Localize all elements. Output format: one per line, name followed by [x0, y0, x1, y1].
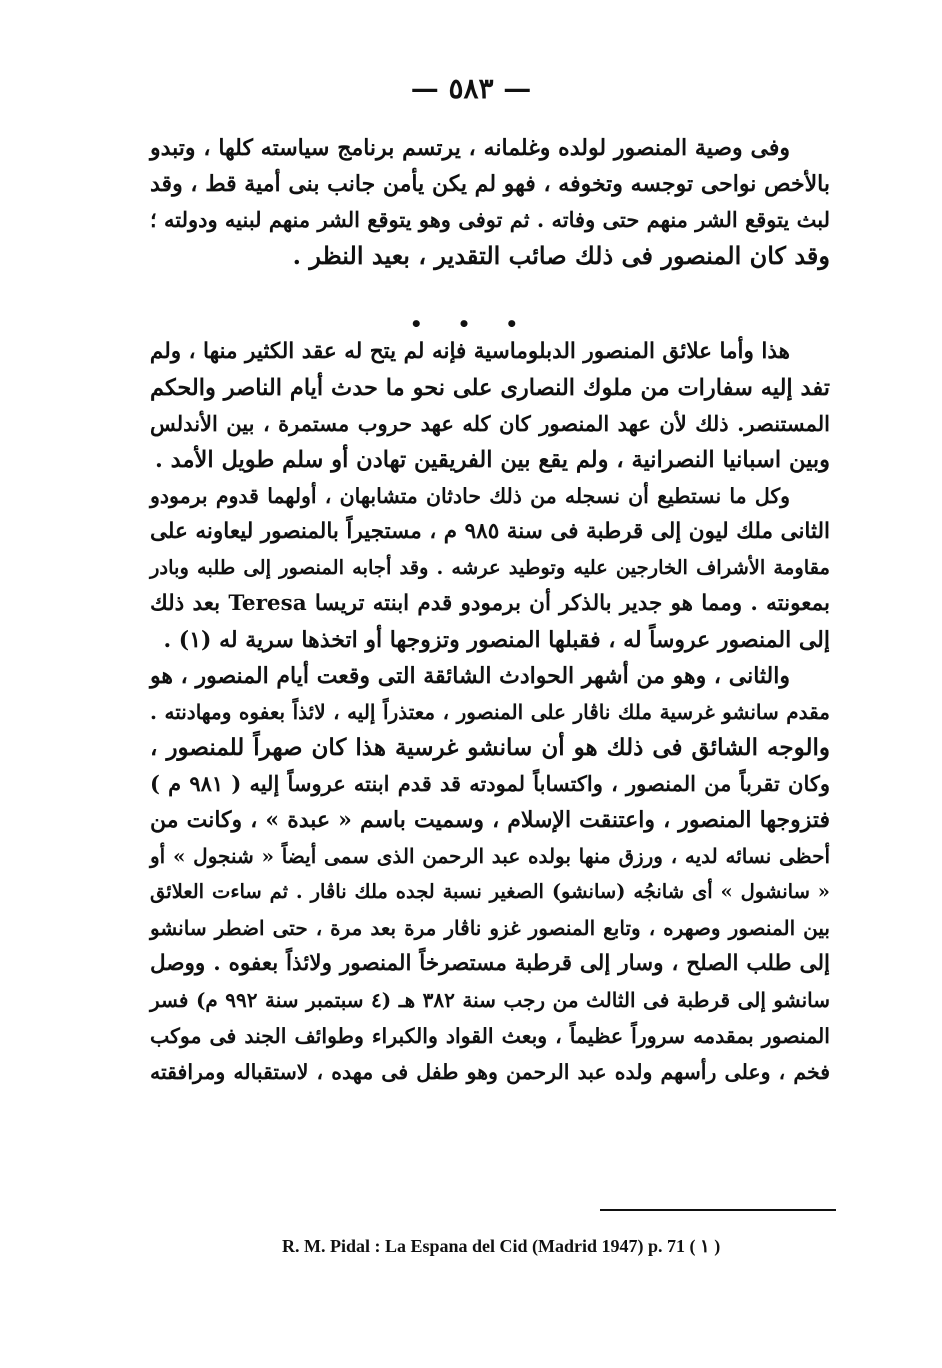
text-line: إلى المنصور عروساً له ، فقبلها المنصور وتزوجها أو اتخذها سرية له (١) . [163, 627, 830, 653]
text-line: والثانى ، وهو من أشهر الحوادث الشائقة التى وقعت أيام المنصور ، هو [150, 663, 790, 689]
text-line: والوجه الشائق فى ذلك هو أن سانشو غرسية هذا كان صهراً للمنصور ، [150, 734, 830, 761]
text-line: فتزوجها المنصور ، واعتنقت الإسلام ، وسميت باسم « عبدة » ، وكانت من [150, 807, 830, 833]
text-line: وبين اسبانيا النصرانية ، ولم يقع بين الفريقين تهادن أو سلم طويل الأمد . [155, 447, 830, 473]
text-line: لبث يتوقع الشر منهم حتى وفاته . ثم توفى وهو يتوقع الشر منهم لبنيه ودولته ؛ [149, 207, 830, 232]
footnote-divider [600, 1209, 836, 1211]
paragraph-1 [150, 130, 830, 274]
page-number: — ٥٨٣ — [410, 72, 532, 105]
text-line: بالأخص نواحى توجسه وتخوفه ، فهو لم يكن يأمن جانب بنى أمية قط ، وقد [150, 171, 830, 197]
text-line: الثانى ملك ليون إلى قرطبة فى سنة ٩٨٥ م ، مستجيراً بالمنصور ليعاونه على [150, 519, 830, 544]
text-line: وفى وصية المنصور لولده وغلمانه ، يرتسم برنامج سياسته كلها ، وتبدو [150, 135, 790, 161]
text-line: وكل ما نستطيع أن نسجله من ذلك حادثان متشابهان ، أولهما قدوم برمودو [150, 484, 790, 508]
text-line: المنصور بمقدمه سروراً عظيماً ، وبعث القواد والكبراء وطوائف الجند فى موكب [150, 1024, 830, 1048]
section-separator: • • • [409, 312, 533, 336]
paragraph-4 [150, 658, 830, 1090]
text-line: سانشو إلى قرطبة فى الثالث من رجب سنة ٣٨٢ هـ (٤ سبتمبر سنة ٩٩٢ م) فسر [150, 988, 830, 1012]
text-line: فخم ، وعلى رأسهم ولده عبد الرحمن وهو طفل فى مهده ، لاستقباله ومرافقته [150, 1060, 830, 1084]
text-line: إلى طلب الصلح ، وسار إلى قرطبة مستصرخاً المنصور ولائذاً بعفوه . ووصل [150, 951, 830, 976]
text-line: بين المنصور وصهره ، وتابع المنصور غزو ناڤار مرة بعد مرة ، حتى اضطر سانشو [150, 916, 830, 940]
text-line: وقد كان المنصور فى ذلك صائب التقدير ، بعيد النظر . [292, 241, 830, 270]
text-line: أحظى نسائه لديه ، ورزق منها بولده عبد الرحمن الذى سمى أيضاً « شنجول » أو [150, 844, 830, 868]
text-line: تفد إليه سفارات من ملوك النصارى على نحو ما حدث أيام الناصر والحكم [150, 375, 830, 401]
text-line: « سانشول » أى شانجُه (سانشو) الصغير نسبة لجده ملك ناڤار . ثم ساءت العلائق [150, 880, 830, 903]
text-line: مقاومة الأشراف الخارجين عليه وتوطيد عرشه . وقد أجابه المنصور إلى طلبه وبادر [150, 556, 830, 579]
text-line: بمعونته . ومما هو جدير بالذكر أن برمودو قدم ابنته تريسا Teresa بعد ذلك [150, 591, 830, 616]
footnote: R. M. Pidal : La Espana del Cid (Madrid 1947) p. 71 ( ١ ) [282, 1236, 721, 1256]
text-line: المستنصر. ذلك لأن عهد المنصور كان كله عهد حروب مستمرة ، بين الأندلس [150, 411, 830, 436]
body-text [150, 130, 830, 1090]
paragraph-2 [150, 334, 830, 478]
paragraph-3 [150, 478, 830, 658]
text-line: وكان تقرباً من المنصور ، واكتساباً لمودته قد قدم ابنته عروساً إليه ( ٩٨١ م ) [150, 771, 830, 796]
text-line: مقدم سانشو غرسية ملك ناڤار على المنصور ، معتذراً إليه ، لائذاً بعفوه ومهادنته . [150, 700, 830, 724]
text-line: هذا وأما علائق المنصور الدبلوماسية فإنه لم يتح له عقد الكثير منها ، ولم [149, 339, 790, 364]
